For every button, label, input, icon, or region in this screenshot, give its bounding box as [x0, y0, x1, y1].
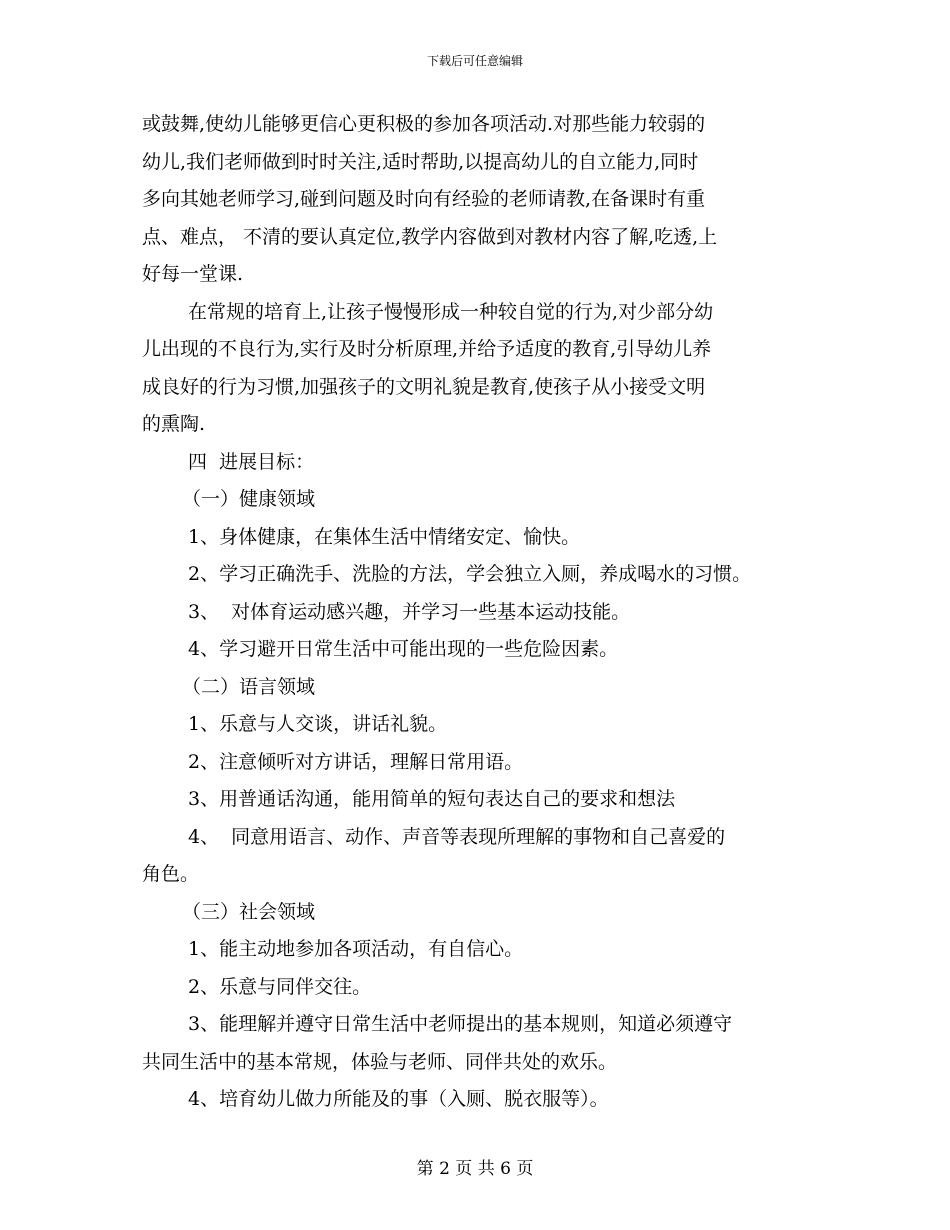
text-line: 儿出现的不良行为,实行及时分析原理,并给予适度的教育,引导幼儿养 — [142, 338, 712, 360]
text-line: 3、用普通话沟通，能用简单的短句表达自己的要求和想法 — [188, 788, 676, 810]
text-line: 4、 同意用语言、动作、声音等表现所理解的事物和自己喜爱的 — [188, 825, 726, 848]
text-line: 2、学习正确洗手、洗脸的方法，学会独立入厕，养成喝水的习惯。 — [188, 563, 752, 585]
text-line: 成良好的行为习惯,加强孩子的文明礼貌是教育,使孩子从小接受文明 — [142, 375, 706, 398]
text-line: 3、能理解并遵守日常生活中老师提出的基本规则，知道必须遵守 — [188, 1013, 733, 1035]
text-line: 好每一堂课. — [142, 263, 244, 285]
page-header: 下载后可任意编辑 — [426, 54, 523, 68]
text-line: （三）社会领域 — [182, 900, 316, 923]
text-line: 1、身体健康，在集体生活中情绪安定、愉快。 — [188, 525, 581, 548]
text-line: 2、注意倾听对方讲话，理解日常用语。 — [188, 750, 524, 773]
text-line: 多向其她老师学习,碰到问题及时向有经验的老师请教,在备课时有重 — [142, 188, 706, 210]
text-line: 1、乐意与人交谈，讲话礼貌。 — [188, 713, 448, 735]
text-line: 3、 对体育运动感兴趣，并学习一些基本运动技能。 — [188, 600, 631, 623]
text-line: 在常规的培育上,让孩子慢慢形成一种较自觉的行为,对少部分幼 — [188, 300, 714, 323]
text-line: 的熏陶. — [142, 413, 206, 435]
text-line: 1、能主动地参加各项活动，有自信心。 — [188, 938, 524, 960]
text-line: （一）健康领域 — [182, 488, 316, 510]
text-line: 4、培育幼儿做力所能及的事（入厕、脱衣服等）。 — [188, 1088, 609, 1110]
text-line: 2、乐意与同伴交往。 — [188, 975, 372, 998]
text-line: 四 进展目标： — [188, 450, 315, 473]
text-line: 或鼓舞,使幼儿能够更信心更积极的参加各项活动.对那些能力较弱的 — [142, 113, 706, 135]
page-footer: 第 2 页 共 6 页 — [416, 1159, 534, 1179]
text-line: （二）语言领域 — [182, 675, 316, 698]
text-line: 共同生活中的基本常规，体验与老师、同伴共处的欢乐。 — [142, 1050, 618, 1073]
text-line: 4、学习避开日常生活中可能出现的一些危险因素。 — [188, 638, 619, 660]
text-line: 幼儿,我们老师做到时时关注,适时帮助,以提高幼儿的自立能力,同时 — [142, 150, 699, 173]
text-line: 角色。 — [142, 863, 200, 885]
document-body — [142, 106, 822, 1119]
text-line: 点、难点， 不清的要认真定位,教学内容做到对教材内容了解,吃透,上 — [142, 225, 718, 248]
